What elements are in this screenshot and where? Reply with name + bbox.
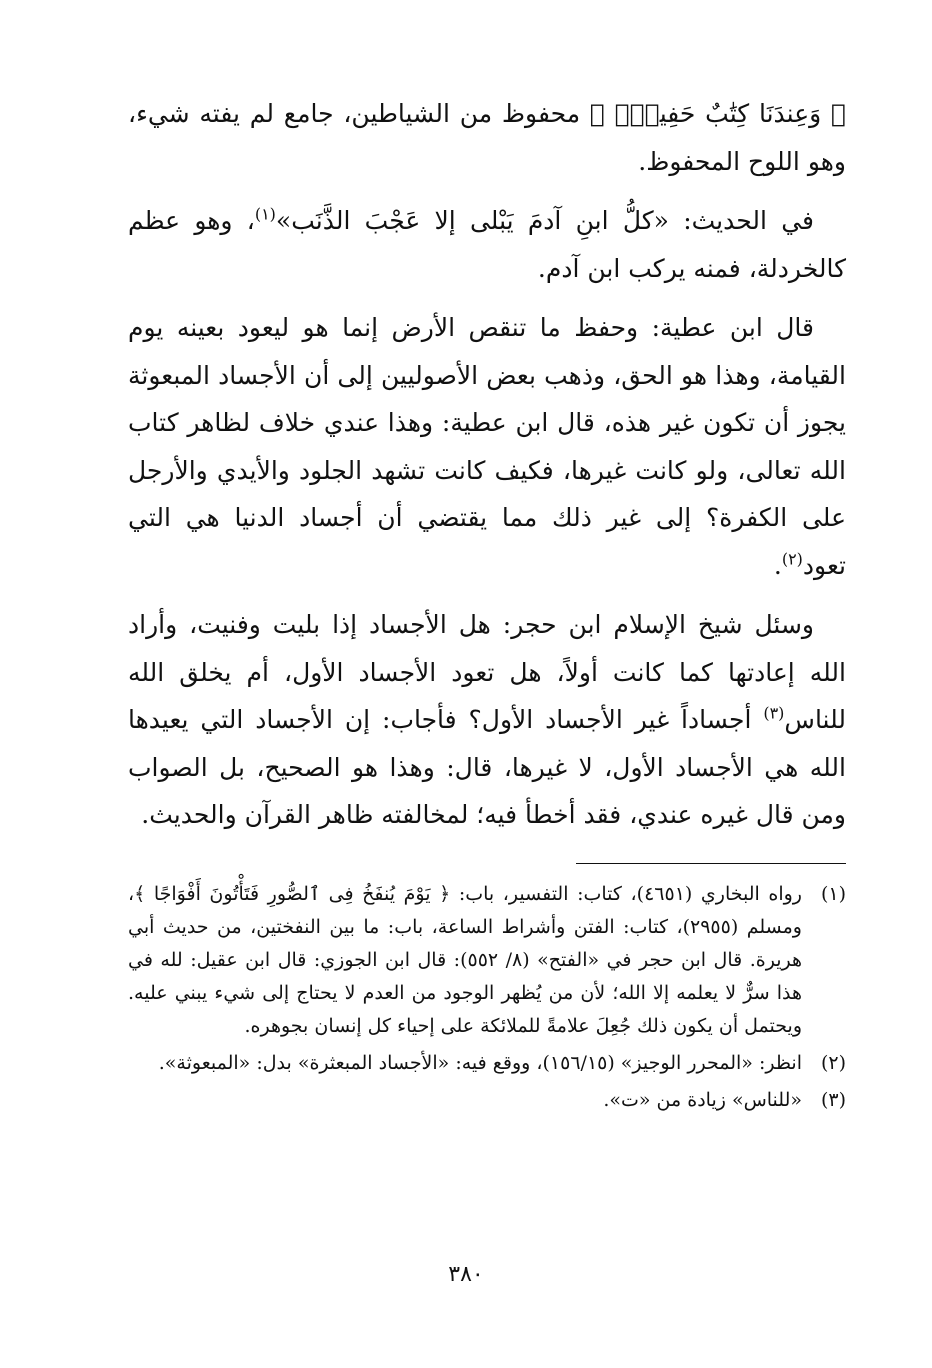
paragraph-3 — [128, 304, 846, 589]
footnote-divider — [576, 863, 846, 864]
footnote-number: (١) — [820, 882, 846, 905]
footnote-text: «للناس» زيادة من «ت». — [603, 1088, 802, 1111]
footnote-ref-1[interactable]: (١) — [254, 204, 276, 224]
footnote-number: (٣) — [820, 1088, 846, 1111]
paragraph-text: في الحديث: «كلُّ ابنِ آدمَ يَبْلى إلا عَجْبَ الذَّنَب» — [275, 206, 814, 235]
footnote-1 — [128, 878, 846, 1043]
page-number: ٣٨٠ — [448, 1262, 484, 1287]
paragraph-text-after: . — [773, 550, 782, 580]
main-text — [128, 90, 846, 839]
paragraph-2 — [128, 197, 846, 292]
paragraph-text: قال ابن عطية: وحفظ ما تنقص الأرض إنما هو ليعود بعينه يوم القيامة، وهذا هو الحق، وذهب بعض الأصوليين إلى أن الأجساد المبعوثة يجوز أن تكون غير هذه، قال ابن عطية: وهذا عندي خلاف لظاهر كتاب الله تعالى، ولو كانت غيرها، فكيف كانت تشهد الجلود والأيدي والأرجل على الكفرة؟ إلى غير ذلك مما يقتضي أن أجساد الدنيا هي التي تعود — [128, 313, 846, 580]
footnote-text: رواه البخاري (٤٦٥١)، كتاب: التفسير، باب: ﴿ يَوْمَ يُنفَخُ فِى ٱلصُّورِ فَتَأْتُونَ أَفْوَاجًا ﴾، ومسلم (٢٩٥٥)، كتاب: الفتن وأشراط الساعة، باب: ما بين النفختين، من حديث أبي هريرة. قال ابن حجر في «الفتح» (٨/ ٥٥٢): قال ابن الجوزي: قال ابن عقيل: لله في هذا سرٌّ لا يعلمه إلا الله؛ لأن من يُظهر الوجود من العدم لا يحتاج إلى شيء يبني عليه. ويحتمل أن يكون ذلك جُعِلَ علامةً للملائكة على إحياء كل إنسان بجوهره. — [128, 882, 802, 1037]
footnote-ref-3[interactable]: (٣) — [763, 703, 785, 723]
paragraph-text: ﴿ وَعِندَنَا كِتَٰبٌ حَفِيظُۢ ﴾ محفوظ من الشياطين، جامع لم يفته شيء، وهو اللوح المحفوظ. — [128, 99, 846, 176]
footnote-ref-2[interactable]: (٢) — [781, 549, 803, 569]
footnote-2 — [128, 1047, 846, 1080]
footnote-text: انظر: «المحرر الوجيز» (١٥٦/١٥)، ووقع فيه: «الأجساد المبعثرة» بدل: «المبعوثة». — [158, 1051, 802, 1074]
paragraph-text-after: أجساداً غير الأجساد الأول؟ فأجاب: إن الأجساد التي يعيدها الله هي الأجساد الأول، لا غيرها، قال: وهذا هو الصحيح، بل الصواب ومن قال غيره عندي، فقد أخطأ فيه؛ لمخالفته ظاهر القرآن والحديث. — [128, 705, 846, 829]
footnote-3 — [128, 1084, 846, 1117]
paragraph-1 — [128, 90, 846, 185]
book-page — [128, 90, 846, 1121]
paragraph-4 — [128, 601, 846, 839]
footnote-number: (٢) — [820, 1051, 846, 1074]
footnotes — [128, 878, 846, 1117]
paragraph-text-after: ، وهو عظم كالخردلة، فمنه يركب ابن آدم. — [128, 206, 846, 283]
paragraph-text: وسئل شيخ الإسلام ابن حجر: هل الأجساد إذا بليت وفنيت، وأراد الله إعادتها كما كانت أولاً، هل تعود الأجساد الأول، أم يخلق الله للناس — [128, 610, 846, 734]
